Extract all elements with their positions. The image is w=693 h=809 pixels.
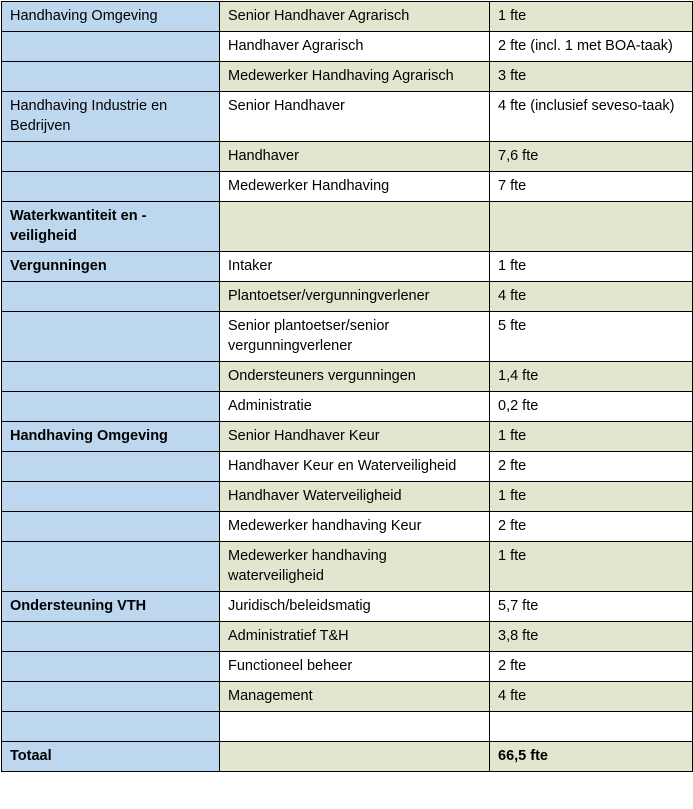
category-cell [2,32,220,62]
table-row [2,512,693,542]
table-row [2,392,693,422]
total-fte: 66,5 fte [490,742,693,772]
role-cell: Management [220,682,490,712]
role-cell: Functioneel beheer [220,652,490,682]
category-cell [2,622,220,652]
table-row [2,682,693,712]
role-cell: Handhaver Keur en Waterveiligheid [220,452,490,482]
table-row [2,252,693,282]
table-row [2,622,693,652]
fte-cell: 1 fte [490,2,693,32]
role-cell: Handhaver Waterveiligheid [220,482,490,512]
fte-cell: 7 fte [490,172,693,202]
category-cell [2,172,220,202]
role-cell: Senior plantoetser/senior vergunningverlener [220,312,490,362]
table-row [2,282,693,312]
role-cell: Medewerker Handhaving Agrarisch [220,62,490,92]
table-row [2,712,693,742]
fte-cell: 1 fte [490,542,693,592]
category-cell [2,482,220,512]
table-row [2,62,693,92]
fte-table [1,1,693,772]
role-cell: Medewerker handhaving Keur [220,512,490,542]
table-row [2,202,693,252]
table-row [2,312,693,362]
role-cell: Ondersteuners vergunningen [220,362,490,392]
table-row [2,592,693,622]
fte-cell: 4 fte [490,282,693,312]
table-row [2,482,693,512]
category-cell [2,282,220,312]
total-role-cell [220,742,490,772]
role-cell: Senior Handhaver [220,92,490,142]
fte-cell: 2 fte (incl. 1 met BOA-taak) [490,32,693,62]
table-row [2,92,693,142]
fte-cell: 1,4 fte [490,362,693,392]
category-cell [2,542,220,592]
fte-cell: 3,8 fte [490,622,693,652]
fte-cell: 4 fte (inclusief seveso-taak) [490,92,693,142]
fte-cell: 3 fte [490,62,693,92]
category-cell: Handhaving Industrie en Bedrijven [2,92,220,142]
fte-cell [490,202,693,252]
fte-table-body [2,2,693,772]
category-cell [2,682,220,712]
category-cell [2,62,220,92]
table-row [2,172,693,202]
fte-cell: 1 fte [490,252,693,282]
role-cell: Handhaver [220,142,490,172]
role-cell: Administratie [220,392,490,422]
table-row [2,32,693,62]
table-row [2,652,693,682]
fte-cell: 1 fte [490,482,693,512]
role-cell [220,202,490,252]
fte-cell: 7,6 fte [490,142,693,172]
role-cell: Plantoetser/vergunningverlener [220,282,490,312]
category-cell: Handhaving Omgeving [2,2,220,32]
role-cell: Handhaver Agrarisch [220,32,490,62]
fte-cell: 2 fte [490,512,693,542]
category-cell [2,652,220,682]
total-label: Totaal [2,742,220,772]
table-row [2,452,693,482]
category-cell: Waterkwantiteit en -veiligheid [2,202,220,252]
role-cell: Senior Handhaver Keur [220,422,490,452]
fte-cell [490,712,693,742]
table-row [2,142,693,172]
category-cell: Vergunningen [2,252,220,282]
role-cell: Medewerker Handhaving [220,172,490,202]
table-row [2,362,693,392]
role-cell: Senior Handhaver Agrarisch [220,2,490,32]
role-cell: Juridisch/beleidsmatig [220,592,490,622]
category-cell [2,362,220,392]
category-cell [2,312,220,362]
fte-cell: 5,7 fte [490,592,693,622]
category-cell [2,142,220,172]
fte-cell: 2 fte [490,652,693,682]
fte-cell: 5 fte [490,312,693,362]
category-cell [2,452,220,482]
fte-cell: 4 fte [490,682,693,712]
fte-cell: 1 fte [490,422,693,452]
role-cell [220,712,490,742]
fte-cell: 0,2 fte [490,392,693,422]
table-row [2,2,693,32]
category-cell [2,712,220,742]
category-cell: Ondersteuning VTH [2,592,220,622]
fte-cell: 2 fte [490,452,693,482]
category-cell [2,512,220,542]
total-row [2,742,693,772]
table-row [2,422,693,452]
role-cell: Administratief T&H [220,622,490,652]
category-cell [2,392,220,422]
role-cell: Intaker [220,252,490,282]
role-cell: Medewerker handhaving waterveiligheid [220,542,490,592]
table-row [2,542,693,592]
category-cell: Handhaving Omgeving [2,422,220,452]
